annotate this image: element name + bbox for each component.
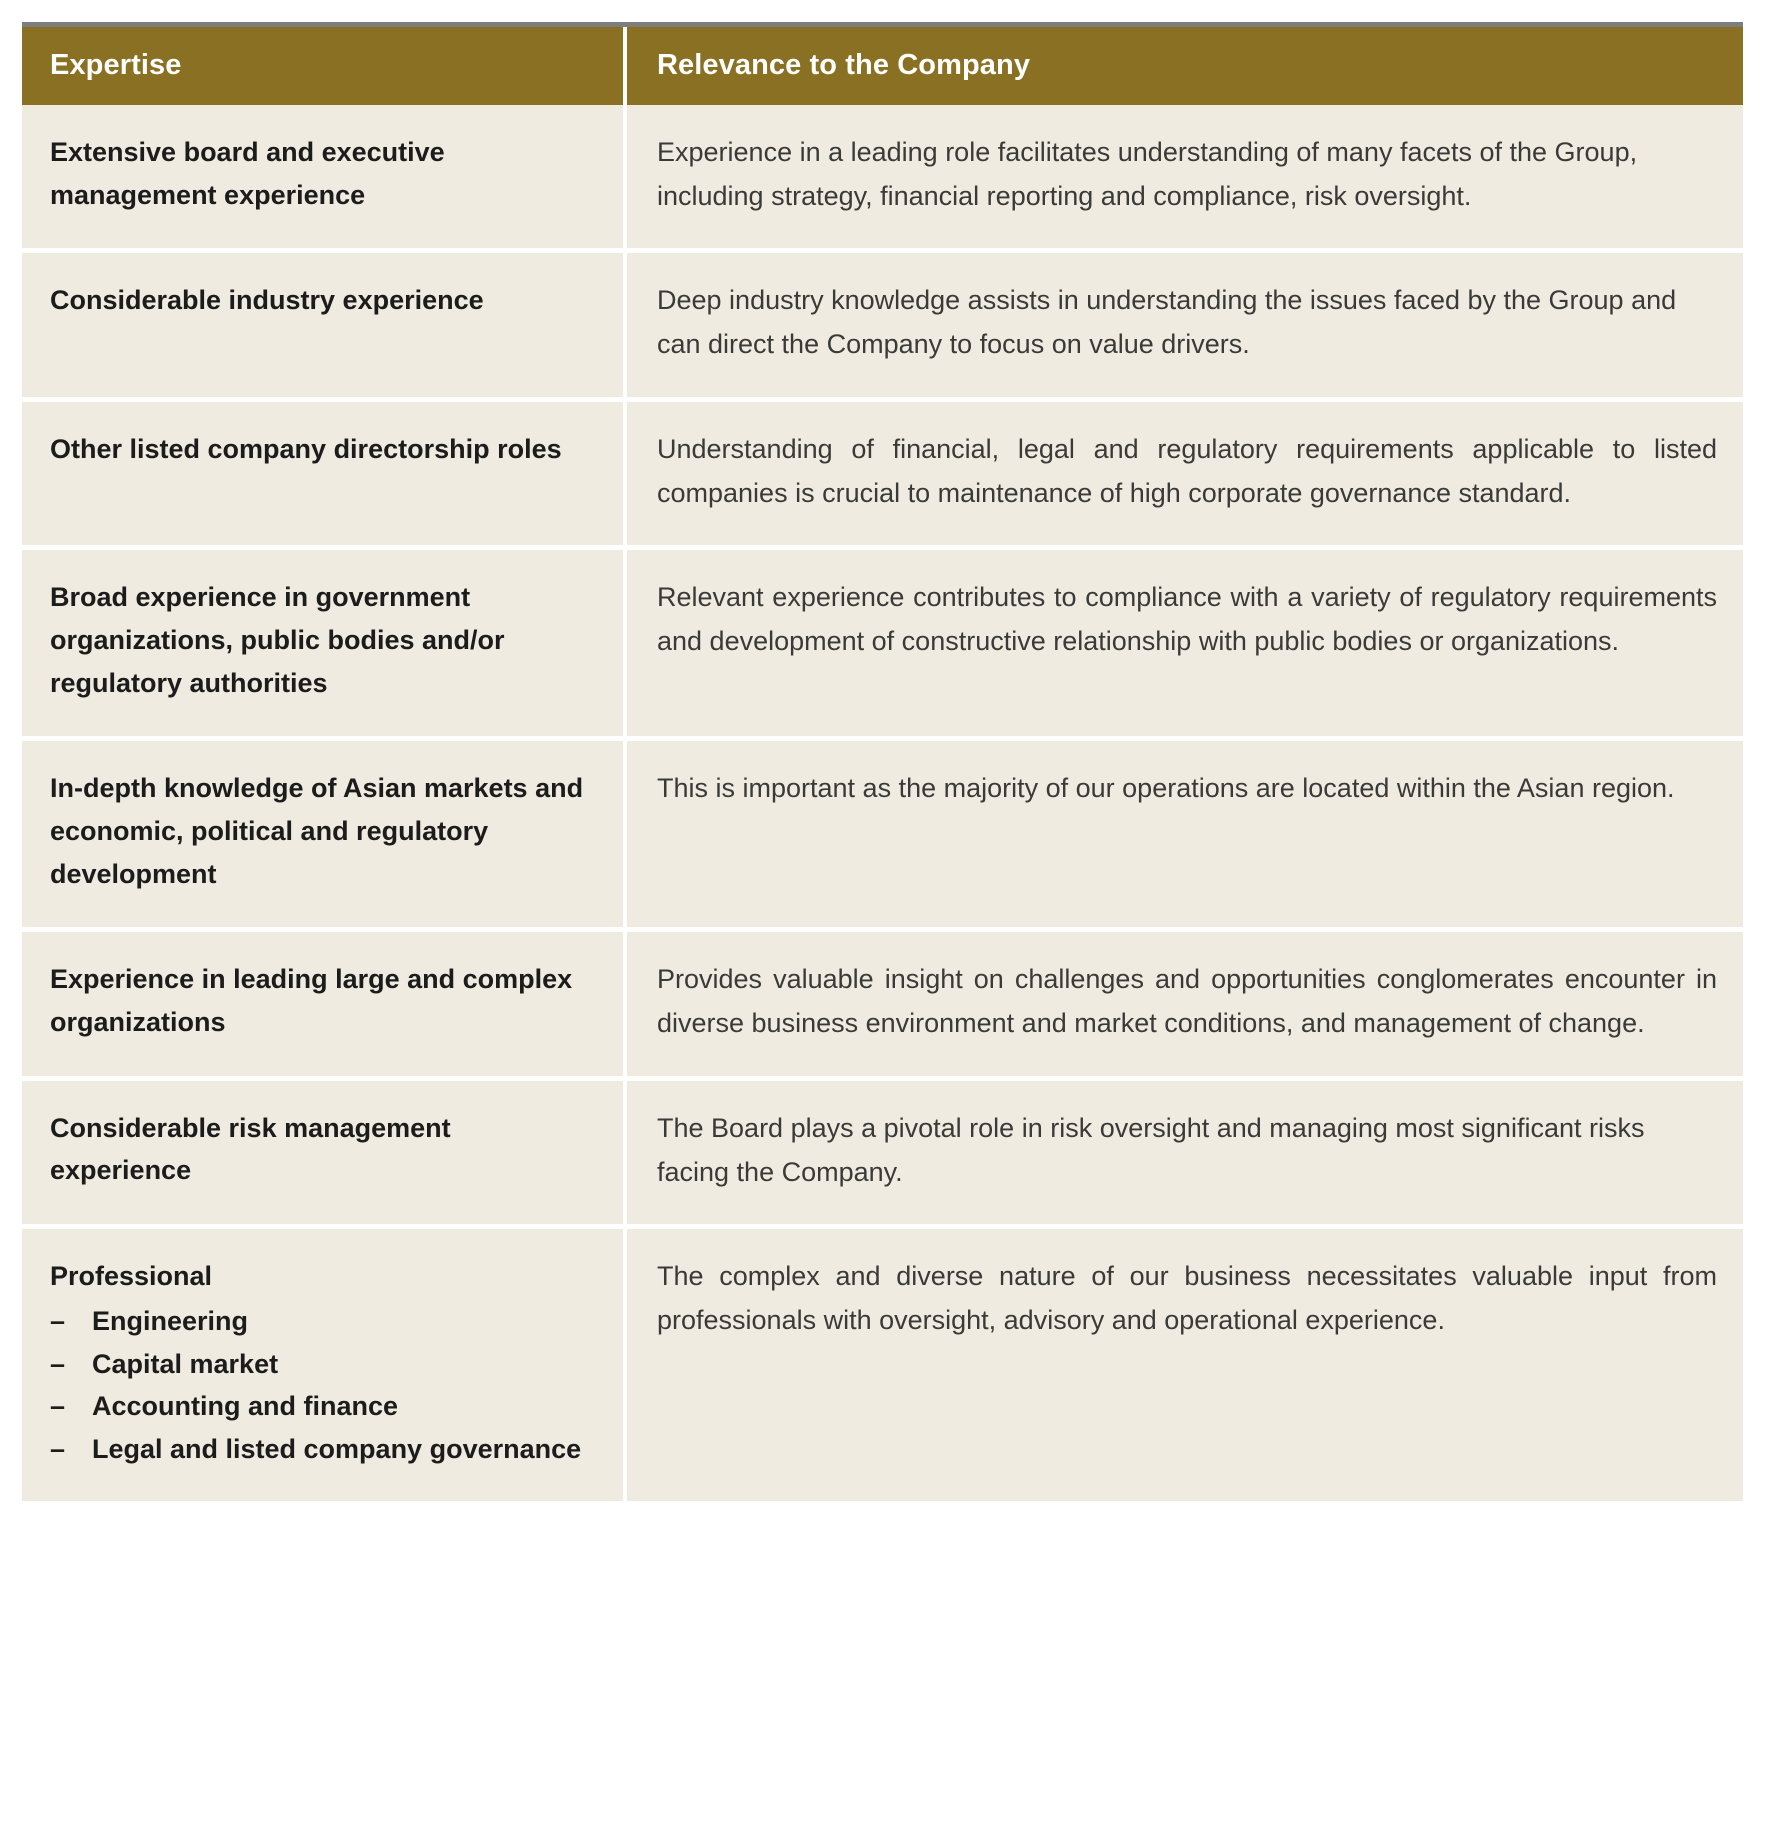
cell-relevance bbox=[625, 399, 1743, 547]
cell-expertise-content bbox=[22, 932, 623, 1075]
relevance-text: Experience in a leading role facilitates understanding of many facets of the Group, including strategy, financial reporting and compliance, risk oversight. bbox=[657, 137, 1638, 211]
cell-expertise-content bbox=[22, 1081, 623, 1224]
table-row bbox=[22, 399, 1743, 547]
cell-relevance bbox=[625, 739, 1743, 930]
table-row bbox=[22, 1227, 1743, 1501]
list-item bbox=[50, 1385, 599, 1428]
cell-expertise-content bbox=[22, 741, 623, 927]
cell-expertise bbox=[22, 739, 625, 930]
expertise-text: Extensive board and executive management experience bbox=[50, 137, 445, 210]
relevance-text: Relevant experience contributes to compliance with a variety of regulatory requirements and development of constructive relationship with public bodies or organizations. bbox=[657, 582, 1717, 657]
cell-expertise bbox=[22, 105, 625, 251]
cell-expertise bbox=[22, 251, 625, 399]
list-item-label: Engineering bbox=[92, 1305, 249, 1336]
expertise-text: Considerable risk management experience bbox=[50, 1112, 451, 1186]
dash-bullet-icon: – bbox=[50, 1305, 66, 1336]
cell-expertise-content bbox=[22, 253, 623, 354]
cell-relevance bbox=[625, 105, 1743, 251]
expertise-relevance-table-wrapper bbox=[22, 22, 1743, 1501]
cell-relevance bbox=[625, 251, 1743, 399]
expertise-text: Broad experience in government organizations, public bodies and/or regulatory authorities bbox=[50, 582, 505, 698]
expertise-relevance-table bbox=[22, 27, 1743, 1501]
list-item-label: Accounting and finance bbox=[92, 1391, 399, 1422]
cell-expertise bbox=[22, 1078, 625, 1226]
list-item bbox=[50, 1343, 599, 1386]
expertise-text: Experience in leading large and complex organizations bbox=[50, 964, 573, 1037]
cell-relevance bbox=[625, 1078, 1743, 1226]
table-row bbox=[22, 105, 1743, 251]
relevance-text: The Board plays a pivotal role in risk oversight and managing most significant risks facing the Company. bbox=[657, 1112, 1645, 1187]
table-row bbox=[22, 739, 1743, 930]
relevance-text: The complex and diverse nature of our business necessitates valuable input from professionals with oversight, advisory and operational experience. bbox=[657, 1261, 1717, 1336]
relevance-text: This is important as the majority of our operations are located within the Asian region. bbox=[657, 773, 1675, 804]
dash-bullet-icon: – bbox=[50, 1391, 66, 1422]
table-body bbox=[22, 105, 1743, 1501]
expertise-sub-list bbox=[50, 1300, 599, 1471]
relevance-text: Understanding of financial, legal and regulatory requirements applicable to listed companies is crucial to maintenance of high corporate governance standard. bbox=[657, 433, 1717, 508]
cell-expertise bbox=[22, 548, 625, 739]
table-row bbox=[22, 548, 1743, 739]
expertise-text: Considerable industry experience bbox=[50, 285, 484, 316]
list-item bbox=[50, 1428, 599, 1471]
table-header-row bbox=[22, 27, 1743, 105]
list-item bbox=[50, 1300, 599, 1343]
column-header-relevance bbox=[625, 27, 1743, 105]
expertise-text: Other listed company directorship roles bbox=[50, 433, 562, 464]
table-row bbox=[22, 1078, 1743, 1226]
list-item-label: Legal and listed company governance bbox=[92, 1433, 582, 1464]
dash-bullet-icon: – bbox=[50, 1433, 66, 1464]
cell-expertise-content bbox=[22, 402, 623, 503]
cell-expertise bbox=[22, 1227, 625, 1501]
cell-expertise-content bbox=[22, 105, 623, 248]
cell-expertise-content bbox=[22, 1229, 623, 1500]
column-header-expertise bbox=[22, 27, 625, 105]
cell-expertise bbox=[22, 399, 625, 547]
cell-relevance bbox=[625, 548, 1743, 739]
table-header bbox=[22, 27, 1743, 105]
cell-relevance bbox=[625, 930, 1743, 1078]
cell-expertise-content bbox=[22, 550, 623, 736]
dash-bullet-icon: – bbox=[50, 1348, 66, 1379]
expertise-text: Professional bbox=[50, 1261, 213, 1292]
column-header-relevance-label: Relevance to the Company bbox=[657, 49, 1031, 82]
column-header-expertise-label: Expertise bbox=[50, 49, 182, 82]
relevance-text: Deep industry knowledge assists in understanding the issues faced by the Group and can direct the Company to focus on value drivers. bbox=[657, 285, 1677, 360]
list-item-label: Capital market bbox=[92, 1348, 279, 1379]
cell-relevance bbox=[625, 1227, 1743, 1501]
cell-expertise bbox=[22, 930, 625, 1078]
relevance-text: Provides valuable insight on challenges and opportunities conglomerates encounter in diverse business environment and market conditions, and management of change. bbox=[657, 964, 1717, 1039]
table-row bbox=[22, 251, 1743, 399]
expertise-text: In-depth knowledge of Asian markets and economic, political and regulatory development bbox=[50, 773, 584, 889]
table-row bbox=[22, 930, 1743, 1078]
